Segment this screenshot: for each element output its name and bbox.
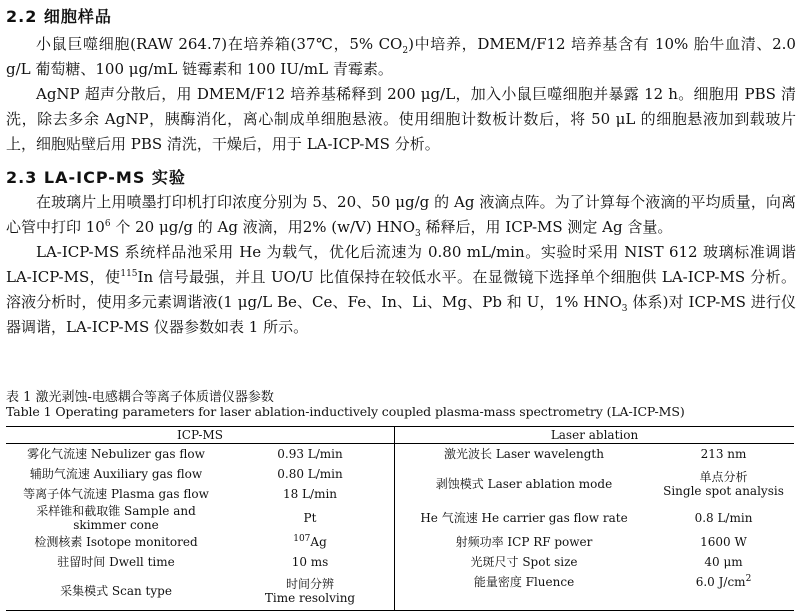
param-label: 激光波长 Laser wavelength [395,444,654,465]
table-row [6,464,794,484]
header-laser-ablation: Laser ablation [395,427,795,444]
param-label: 检测核素 Isotope monitored [34,535,198,549]
param-value: Pt [303,511,317,525]
table-row [6,444,794,465]
param-label: 剥蚀模式 Laser ablation mode [395,464,654,504]
section-2-2-body [6,32,796,157]
table-row [6,504,794,532]
paragraph: 在玻璃片上用喷墨打印机打印浓度分别为 5、20、50 μg/g 的 Ag 液滴点阵。为了计算每个液滴的平均质量，向离心管中打印 $10^6$ 个 20 μg/g 的 Ag 液滴，用2% (w/V) $HNO_3$ 稀释后，用 ICP-MS 测定 Ag 含量。 [6,193,796,239]
table-caption-cn: 表 1 激光剥蚀-电感耦合等离子体质谱仪器参数 [6,390,274,405]
section-2-3-body [6,190,796,340]
param-label: 雾化气流速 Nebulizer gas flow [27,447,205,461]
param-value: 10 ms [291,555,329,569]
param-label: 采集模式 Scan type [6,572,226,611]
paragraph: 小鼠巨噬细胞(RAW 264.7)在培养箱(37℃，5% $CO_2$)中培养，DMEM/F12 培养基含有 10% 胎牛血清、2.0 g/L 葡萄糖、100 μg/mL 链霉素和 100 IU/mL 青霉素。 [6,35,796,78]
param-label: 辅助气流速 Auxiliary gas flow [29,467,203,481]
param-value: 213 nm [700,447,747,461]
table-row [6,532,794,552]
param-value: 0.8 L/min [694,511,753,525]
paragraph: AgNP 超声分散后，用 DMEM/F12 培养基稀释到 200 μg/L，加入小鼠巨噬细胞并暴露 12 h。细胞用 PBS 清洗，除去多余 AgNP，胰酶消化，离心制成单细胞悬液。使用细胞计数板计数后，将 50 μL 的细胞悬液加到载玻片上，细胞贴壁后用 PBS 清洗，干燥后，用于 LA-ICP-MS 分析。 [6,85,796,153]
param-value: 6.0 $J/cm^2$ [653,572,794,611]
parameters-table [6,426,794,611]
param-label: 等离子体气流速 Plasma gas flow [23,487,209,501]
section-heading-2-3: 2.3 LA-ICP-MS 实验 [6,168,186,187]
param-value: 1600 W [700,535,747,549]
table-caption-en: Table 1 Operating parameters for laser ablation-inductively coupled plasma-mass spectrometry (LA-ICP-MS) [6,404,685,419]
section-heading-2-2: 2.2 细胞样品 [6,7,112,26]
param-label: He 气流速 He carrier gas flow rate [395,504,654,532]
header-icp-ms: ICP-MS [6,427,395,444]
table-row [6,552,794,572]
param-label: 采样锥和截取锥 Sample and skimmer cone [36,504,196,532]
param-value: 0.80 L/min [277,467,343,481]
param-value: 18 L/min [282,487,338,501]
paragraph: LA-ICP-MS 系统样品池采用 He 为载气，优化后流速为 0.80 mL/min。实验时采用 NIST 612 玻璃标准调谐 LA-ICP-MS，使$^{115}$In 信号最强，并且 UO/U 比值保持在较低水平。在显微镜下选择单个细胞供 LA-ICP-MS 分析。溶液分析时，使用多元素调谐液(1 μg/L Be、Ce、Fe、In、Li、Mg、Pb 和 U，1% $HNO_3$ 体系)对 ICP-MS 进行仪器调谐，LA-ICP-MS 仪器参数如表 1 所示。 [6,243,796,336]
param-label: 驻留时间 Dwell time [57,555,175,569]
table-row [6,572,794,611]
param-value: 单点分析 Single spot analysis [663,470,784,498]
param-label: 能量密度 Fluence [395,572,654,611]
param-value: $^{107}$Ag [293,534,327,549]
table-header-row [6,427,794,444]
param-value: 0.93 L/min [277,447,343,461]
param-value: 40 μm [704,555,743,569]
param-label: 光斑尺寸 Spot size [395,552,654,572]
param-value: 时间分辨 Time resolving [226,572,395,611]
param-label: 射频功率 ICP RF power [395,532,654,552]
